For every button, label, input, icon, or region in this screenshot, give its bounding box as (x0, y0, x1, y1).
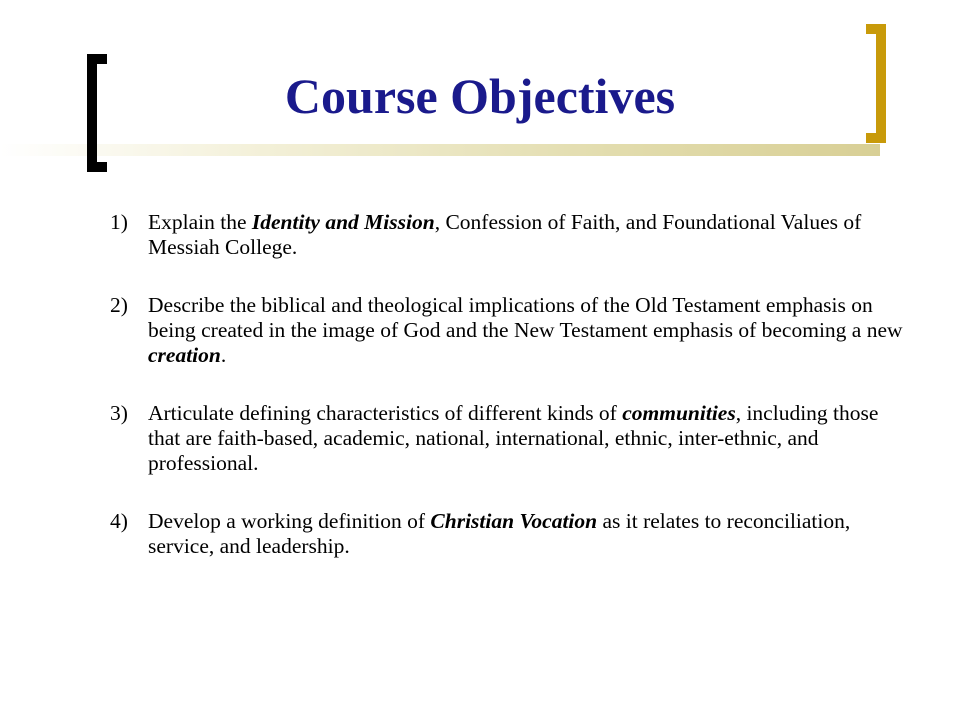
objective-text (148, 509, 850, 558)
text-segment: Describe the biblical and theological implications of the Old Testament emphasis on being created in the image of God and the New Testament emphasis of becoming a new (148, 293, 903, 342)
objective-number: 2) (110, 293, 128, 317)
text-segment: , Confession of Faith, and Foundational Values of Messiah College. (148, 210, 862, 259)
objective-text (148, 210, 861, 259)
objective-number: 3) (110, 401, 128, 425)
text-segment: Develop a working definition of (148, 509, 431, 533)
objectives-list (110, 210, 910, 592)
slide-title: Course Objectives (284, 68, 676, 124)
emphasis-segment: Christian Vocation (430, 509, 598, 533)
emphasis-segment: Identity and Mission (251, 210, 435, 234)
title-rule-decoration (0, 144, 880, 156)
objective-item (110, 509, 910, 559)
objective-number: 4) (110, 509, 128, 533)
text-segment: Explain the (148, 210, 252, 234)
emphasis-segment: communities (622, 401, 736, 425)
objective-text (148, 293, 903, 367)
objective-item (110, 401, 910, 476)
text-segment: , including those that are faith-based, academic, national, international, ethnic, inter-ethnic, and professional. (148, 401, 879, 475)
objective-number: 1) (110, 210, 128, 234)
text-segment: . (220, 343, 227, 367)
objective-text (148, 401, 878, 475)
objective-item (110, 293, 910, 368)
text-segment: as it relates to reconciliation, service, and leadership. (148, 509, 851, 558)
objective-item (110, 210, 910, 260)
text-segment: Articulate defining characteristics of different kinds of (148, 401, 623, 425)
emphasis-segment: creation (148, 343, 221, 367)
